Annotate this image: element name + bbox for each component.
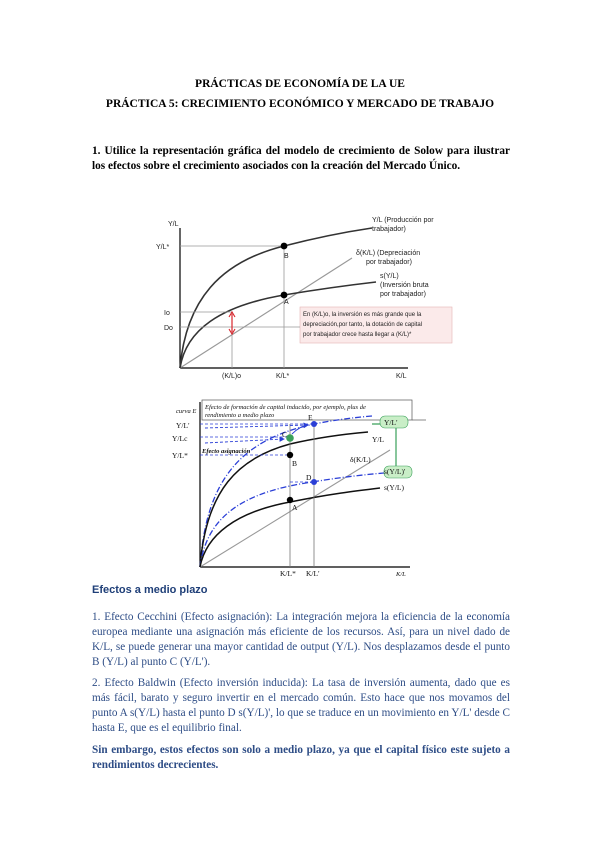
- g1-y-axis-label: Y/L: [168, 221, 179, 228]
- g2-curve-dep-label: δ(K/L): [350, 455, 371, 464]
- g1-dep-label-2: por trabajador): [366, 259, 412, 266]
- g2-yprime-label: Y/L': [176, 421, 190, 430]
- g2-e-label: E: [308, 413, 313, 422]
- g1-point-b: [281, 243, 288, 250]
- solow-graph-1: [156, 217, 452, 380]
- g1-kstar-label: K/L*: [276, 373, 290, 380]
- g2-note-line-1: Efecto de formación de capital inducido, por ejemplo, plus de: [205, 404, 366, 411]
- paragraph-conclusion: Sin embargo, estos efectos son solo a medio plazo, ya que el capital físico este sujeto a rendimientos decrecientes.: [92, 744, 510, 771]
- g2-curve-yl-label: Y/L: [372, 435, 385, 444]
- g2-kprime-label: K/L': [306, 569, 320, 578]
- paragraph-baldwin: 2. Efecto Baldwin (Efecto inversión inducida): La tasa de inversión aumenta, dado que es más fácil, barato y seguro invertir en el mercado común. Esto hace que nos movamos del punto A s(Y/L) hasta el punto D s(Y/L)', lo que se traduce en un movimiento en Y/L' desde C hasta E, que es el equilibrio final.: [92, 677, 510, 734]
- g1-io-label: Io: [164, 310, 170, 317]
- g2-point-d: [311, 479, 317, 485]
- g2-ystar-label: Y/L*: [172, 451, 188, 460]
- g2-curve-syl-prime-label: s(Y/L)': [384, 467, 406, 476]
- g2-kstar-label: K/L*: [280, 569, 296, 578]
- g1-ko-label: (K/L)o: [222, 373, 242, 380]
- solow-graph-2: [172, 400, 426, 578]
- g1-dep-label-1: δ(K/L) (Depreciación: [356, 250, 421, 257]
- g1-inv-label-1: s(Y/L): [380, 273, 399, 280]
- section-heading: Efectos a medio plazo: [92, 584, 208, 596]
- g1-prod-label-2: trabajador): [372, 226, 406, 233]
- g2-c-label: C: [282, 430, 288, 439]
- g1-do-label: Do: [164, 325, 173, 332]
- g1-prod-label-1: Y/L (Producción por: [372, 217, 434, 224]
- g1-b-label: B: [284, 253, 289, 260]
- g2-syl-prime-curve: [200, 473, 384, 567]
- g2-y-axis-label: curva E: [176, 408, 197, 415]
- g2-b-label: B: [292, 459, 298, 468]
- g2-arrow-allocation: [205, 439, 284, 443]
- g2-x-axis-label: K/L: [396, 571, 406, 578]
- question-text: 1. Utilice la representación gráfica del modelo de crecimiento de Solow para ilustrar los efectos sobre el crecimiento asociados con la creación del Mercado Único.: [92, 145, 510, 172]
- g1-inv-label-2: (Inversión bruta: [380, 282, 429, 289]
- g1-x-axis-label: K/L: [396, 373, 407, 380]
- g1-note-line-2: depreciación,por tanto, la dotación de capital: [303, 322, 423, 328]
- g1-note-line-3: por trabajador crece hasta llegar a (K/L)*: [303, 332, 412, 338]
- g2-curve-syl-label: s(Y/L): [384, 483, 404, 492]
- g1-point-a: [281, 292, 288, 299]
- g2-d-label: D: [306, 473, 312, 482]
- g2-yc-label: Y/Lc: [172, 434, 188, 443]
- g1-a-label: A: [284, 299, 289, 306]
- g2-point-c: [286, 434, 294, 442]
- g2-a-label: A: [292, 503, 298, 512]
- document-title: PRÁCTICAS DE ECONOMÍA DE LA UE: [195, 78, 405, 90]
- g1-inv-label-3: por trabajador): [380, 291, 426, 298]
- g2-point-b: [287, 452, 293, 458]
- g1-note-line-1: En (K/L)o, la inversión es más grande que la: [303, 312, 422, 318]
- g2-arrow-capital: [205, 425, 308, 428]
- g2-effect-label: Efecto asignación: [202, 448, 251, 455]
- g1-ystar-label: Y/L*: [156, 244, 170, 251]
- g2-curve-yl-prime-label: Y/L': [384, 418, 398, 427]
- paragraph-cecchini: 1. Efecto Cecchini (Efecto asignación): La integración mejora la eficiencia de la economía europea mediante una asignación más eficiente de los recursos. Así, para un nivel dado de K/L, se puede generar una mayor cantidad de output (Y/L). Nos desplazamos desde el punto B (Y/L) al punto C (Y/L').: [92, 611, 510, 668]
- g1-production-curve: [180, 228, 372, 368]
- g2-note-line-2: rendimiento a medio plazo: [205, 412, 275, 419]
- practice-title: PRÁCTICA 5: CRECIMIENTO ECONÓMICO Y MERCADO DE TRABAJO: [105, 98, 495, 110]
